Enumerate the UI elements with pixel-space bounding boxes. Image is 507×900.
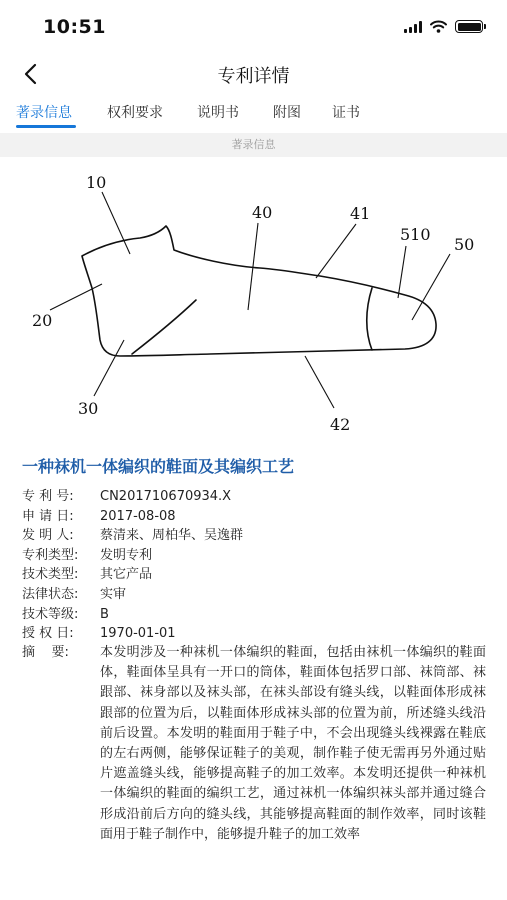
battery-icon (455, 20, 483, 33)
abstract-section (22, 643, 487, 861)
drawing-label-10: 10 (86, 173, 107, 192)
field-row-grant-date (22, 624, 487, 644)
tab-claims[interactable]: 权利要求 (107, 105, 163, 121)
nav-bar (0, 52, 507, 96)
cellular-signal-icon (404, 21, 422, 33)
field-label: 申 请 日: (22, 508, 74, 524)
field-row-patent-type (22, 546, 487, 566)
abstract-label: 摘 要: (22, 645, 69, 660)
tab-description[interactable]: 说明书 (197, 105, 239, 121)
page-title: 专利详情 (217, 66, 290, 87)
field-label: 法律状态: (22, 586, 79, 602)
wifi-icon (430, 20, 447, 33)
application-date-value: 2017-08-08 (100, 508, 176, 524)
drawing-label-41: 41 (350, 204, 371, 223)
tab-drawings[interactable]: 附图 (273, 105, 301, 121)
field-row-application-date (22, 507, 487, 527)
drawing-label-42: 42 (330, 415, 351, 434)
drawing-label-20: 20 (32, 311, 53, 330)
patent-type-value: 发明专利 (100, 547, 153, 563)
status-time: 10:51 (43, 16, 106, 38)
field-row-patent-number (22, 487, 487, 507)
grant-date-value: 1970-01-01 (100, 626, 176, 642)
tab-bar (0, 96, 507, 130)
field-label: 技术等级: (22, 606, 79, 622)
drawing-label-510: 510 (400, 225, 431, 244)
field-label: 专利类型: (22, 547, 79, 563)
legal-status-value: 实审 (100, 586, 127, 602)
patent-number-value: CN201710670934.X (100, 489, 232, 504)
shoe-upper-figure (20, 160, 490, 440)
inventors-value: 蔡清来、周柏华、吴逸群 (100, 528, 244, 544)
status-icons (404, 20, 483, 33)
tab-certificate[interactable]: 证书 (332, 105, 360, 121)
field-row-tech-type (22, 565, 487, 585)
field-label: 专 利 号: (22, 489, 74, 504)
tech-level-value: B (100, 606, 109, 622)
field-label: 发 明 人: (22, 528, 74, 544)
drawing-label-40: 40 (252, 203, 273, 222)
patent-drawing (20, 160, 490, 440)
tab-bibliographic-info[interactable]: 著录信息 (16, 105, 72, 121)
status-bar (0, 0, 507, 52)
field-row-inventors (22, 526, 487, 546)
section-label: 著录信息 (0, 133, 507, 157)
field-row-tech-level (22, 605, 487, 625)
drawing-label-50: 50 (454, 235, 475, 254)
field-label: 技术类型: (22, 567, 79, 583)
tech-type-value: 其它产品 (100, 567, 153, 583)
field-label: 授 权 日: (22, 626, 74, 642)
patent-title: 一种袜机一体编织的鞋面及其编织工艺 (22, 457, 295, 476)
abstract-text: 本发明涉及一种袜机一体编织的鞋面，包括由袜机一体编织的鞋面体，鞋面体呈具有一开口的筒体，鞋面体包括罗口部、袜筒部、袜跟部、袜身部以及袜头部，在袜头部设有缝头线，以鞋面体形成袜跟部的位置为后，以鞋面体形成袜头部的位置为前，所述缝头线沿前后设置。本发明的鞋面用于鞋子中，不会出现缝头线裸露在鞋底的左右两侧，能够保证鞋子的美观，制作鞋子使无需再另外通过贴片遮盖缝头线，能够提高鞋子的加工效率。本发明还提供一种袜机一体编织的鞋面的编织工艺，通过袜机一体编织袜头部并通过缝合形成沿前后方向的缝头线，其能够提高鞋面的制作效率，同时该鞋面用于鞋子制作中，能够提升鞋子的加工效率 (100, 645, 486, 842)
bibliographic-fields (22, 487, 487, 644)
field-row-legal-status (22, 585, 487, 605)
drawing-label-30: 30 (78, 399, 99, 418)
active-tab-indicator (16, 125, 76, 128)
